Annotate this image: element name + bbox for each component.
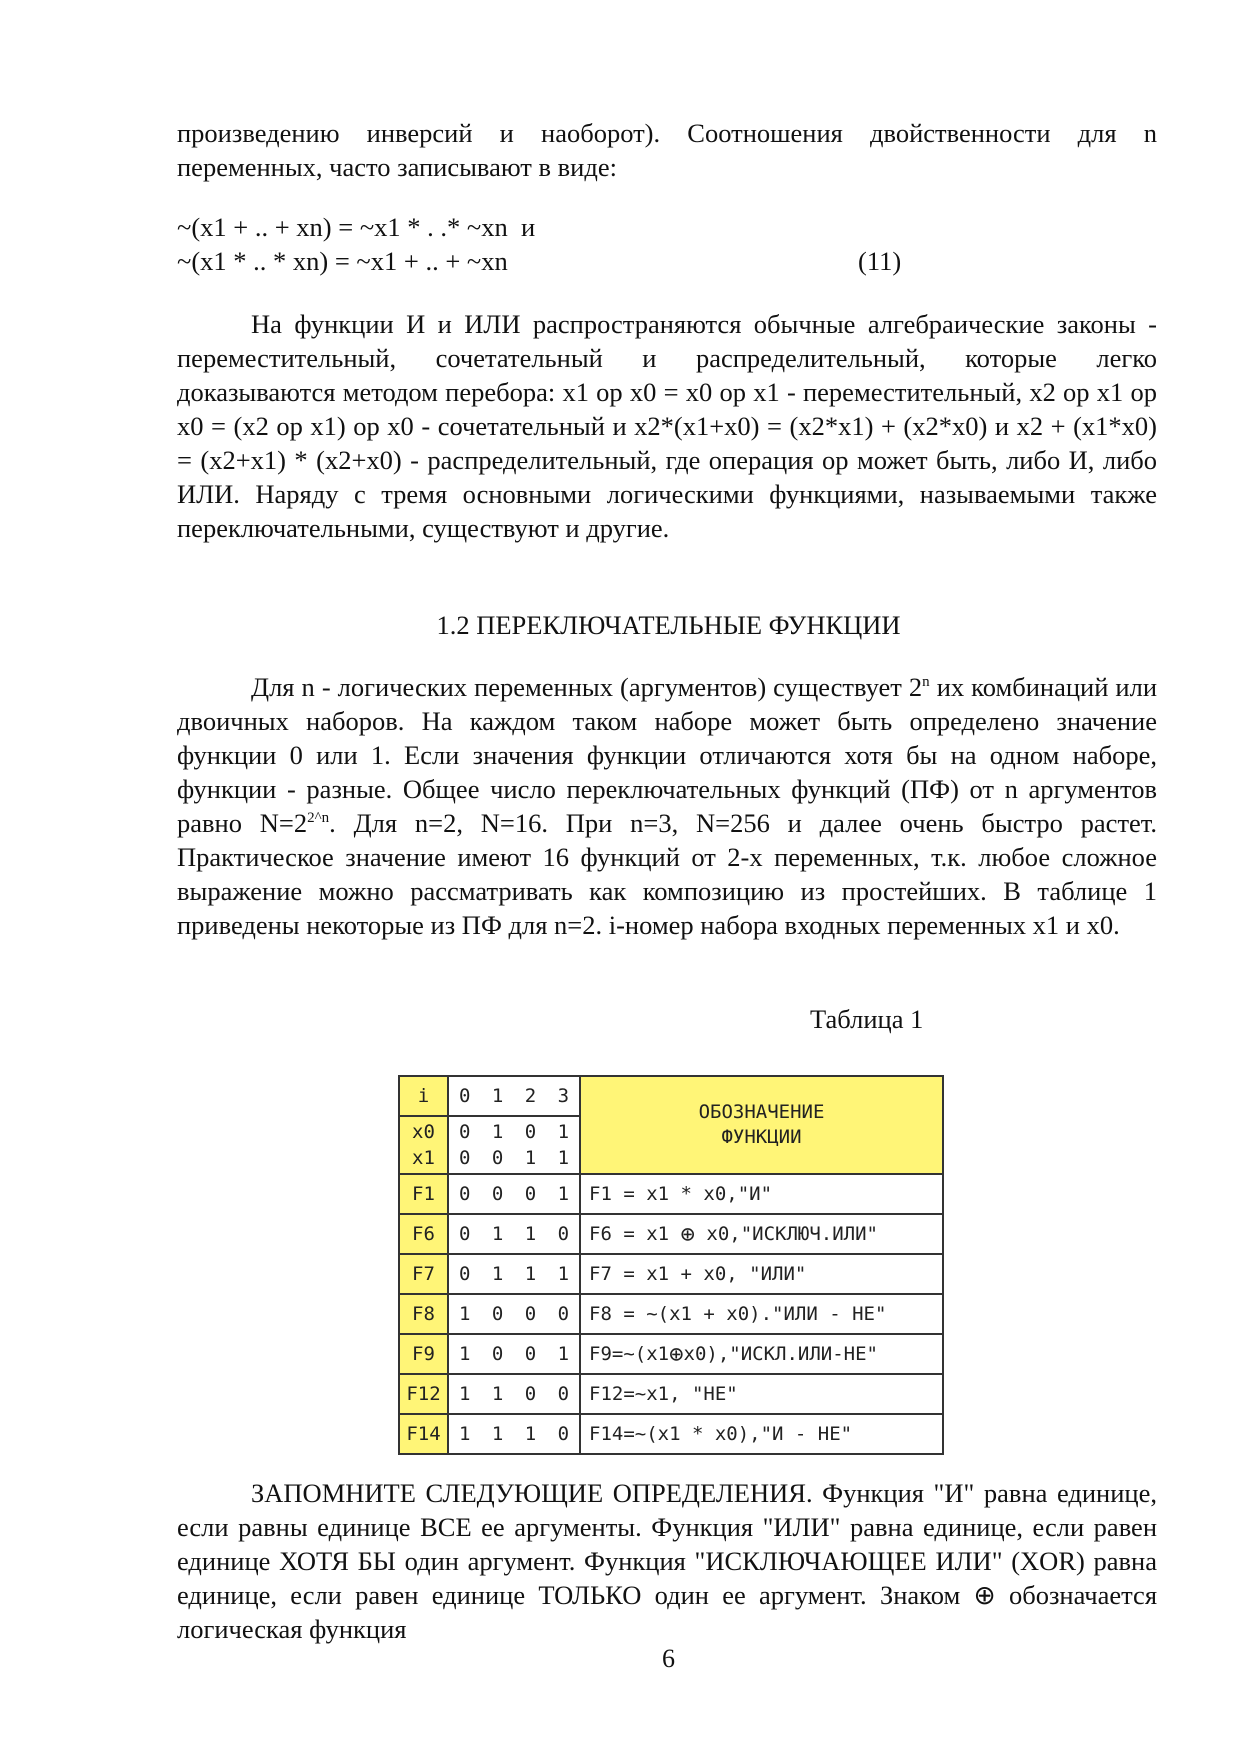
row-definition: F7 = x1 + x0, "ИЛИ" xyxy=(580,1254,943,1294)
header-function-cell: ОБОЗНАЧЕНИЕ ФУНКЦИИ xyxy=(580,1076,943,1174)
header-x-cell: x0 x1 xyxy=(399,1116,448,1174)
row-name: F6 xyxy=(399,1214,448,1254)
header-i-cell: i xyxy=(399,1076,448,1116)
header-i-values: 0 1 2 3 xyxy=(448,1076,580,1116)
table-caption: Таблица 1 xyxy=(810,1004,924,1034)
row-name: F14 xyxy=(399,1414,448,1454)
row-name: F1 xyxy=(399,1174,448,1214)
remember-paragraph: ЗАПОМНИТЕ СЛЕДУЮЩИЕ ОПРЕДЕЛЕНИЯ. Функция "И" равна единице, если равны единице ВСЕ ее аргументы. Функция "ИЛИ" равна единице, если равен единице ХОТЯ БЫ один аргумент. Функция "ИСКЛЮЧАЮЩЕЕ ИЛИ" (XOR) равна единице, если равен единице ТОЛЬКО один ее аргумент. Знаком ⊕ обозначается логическая функция xyxy=(177,1478,1158,1644)
page-number: 6 xyxy=(662,1644,675,1673)
row-definition: F8 = ~(x1 + x0)."ИЛИ - НЕ" xyxy=(580,1294,943,1334)
switch-functions-paragraph: Для n - логических переменных (аргументов) существует 2$^n$ их комбинаций или двоичных наборов. На каждом таком наборе может быть определено значение функции 0 или 1. Если значения функции отличаются хотя бы на одном наборе, функции - разные. Общее число переключательных функций (ПФ) от n аргументов равно $N=2^{2\^{}n}$. Для n=2, N=16. При n=3, N=256 и далее очень быстро растет. Практическое значение имеют 16 функций от 2-х переменных, т.к. любое сложное выражение можно рассматривать как композицию из простейших. В таблице 1 приведены некоторые из ПФ для n=2. i-номер набора входных переменных x1 и x0. xyxy=(177,672,1158,940)
switching-functions-table xyxy=(398,1075,944,1455)
row-values: 1 0 0 1 xyxy=(448,1334,580,1374)
table-row xyxy=(399,1214,943,1254)
row-definition: F14=~(x1 * x0),"И - НЕ" xyxy=(580,1414,943,1454)
table-header-row xyxy=(399,1076,943,1116)
row-values: 0 0 0 1 xyxy=(448,1174,580,1214)
equation-2: ~(x1 * .. * xn) = ~x1 + .. + ~xn xyxy=(177,246,508,276)
row-values: 0 1 1 0 xyxy=(448,1214,580,1254)
row-name: F7 xyxy=(399,1254,448,1294)
table-row xyxy=(399,1334,943,1374)
xor-icon: ⊕ xyxy=(680,1220,695,1248)
row-definition: F12=~x1, "НЕ" xyxy=(580,1374,943,1414)
laws-paragraph: На функции И и ИЛИ распространяются обычные алгебраические законы - переместительный, сочетательный и распределительный, которые легко доказываются методом перебора: x1 op x0 = x0 op x1 - переместительный, x2 op x1 op x0 = (x2 op x1) op x0 - сочетательный и x2*(x1+x0) = (x2*x1) + (x2*x0) и x2 + (x1*x0) = (x2+x1) * (x2+x0) - распределительный, где операция op может быть, либо И, либо ИЛИ. Наряду с тремя основными логическими функциями, называемыми также переключательными, существуют и другие. xyxy=(177,309,1157,543)
equation-number: (11) xyxy=(858,246,902,276)
row-values: 0 1 1 1 xyxy=(448,1254,580,1294)
table-row xyxy=(399,1254,943,1294)
row-values: 1 1 0 0 xyxy=(448,1374,580,1414)
row-name: F9 xyxy=(399,1334,448,1374)
intro-paragraph: произведению инверсий и наоборот). Соотношения двойственности для n переменных, часто записывают в виде: xyxy=(177,118,1157,182)
header-x-values: 0 1 0 1 0 0 1 1 xyxy=(448,1116,580,1174)
row-name: F12 xyxy=(399,1374,448,1414)
row-values: 1 1 1 0 xyxy=(448,1414,580,1454)
section-heading: 1.2 ПЕРЕКЛЮЧАТЕЛЬНЫЕ ФУНКЦИИ xyxy=(436,610,901,640)
table-row xyxy=(399,1374,943,1414)
row-name: F8 xyxy=(399,1294,448,1334)
row-values: 1 0 0 0 xyxy=(448,1294,580,1334)
row-definition: F6 = x1 ⊕ x0,"ИСКЛЮЧ.ИЛИ" xyxy=(580,1214,943,1254)
row-definition: F9=~(x1⊕x0),"ИСКЛ.ИЛИ-НЕ" xyxy=(580,1334,943,1374)
table-row xyxy=(399,1414,943,1454)
xor-icon: ⊕ xyxy=(669,1340,684,1368)
table-row xyxy=(399,1294,943,1334)
table-row xyxy=(399,1174,943,1214)
equation-1: ~(x1 + .. + xn) = ~x1 * . .* ~xn и xyxy=(177,212,536,242)
xor-icon: ⊕ xyxy=(973,1580,996,1610)
row-definition: F1 = x1 * x0,"И" xyxy=(580,1174,943,1214)
